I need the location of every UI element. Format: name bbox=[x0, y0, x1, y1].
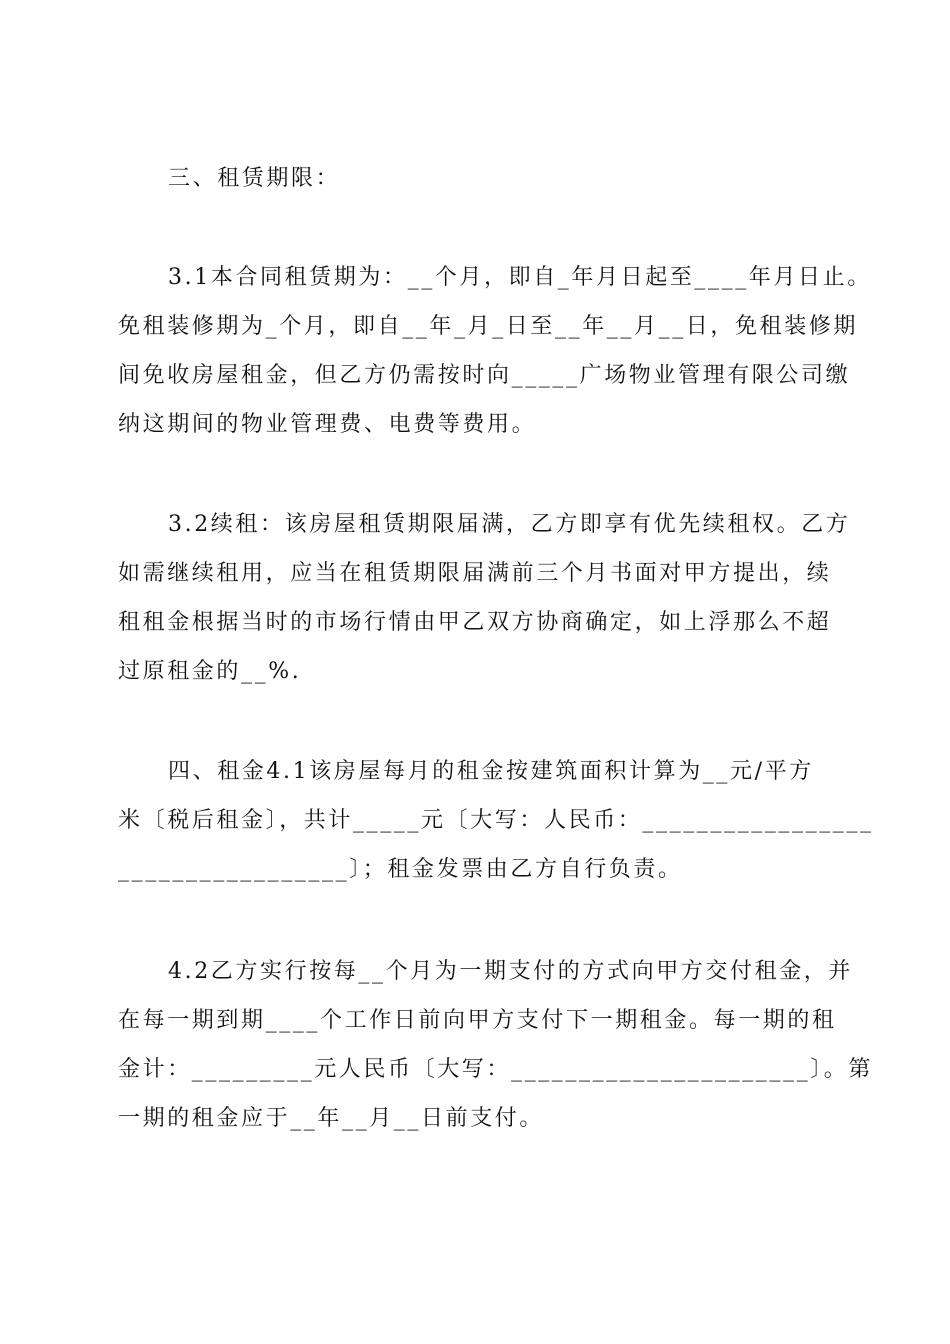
clause-4-1 bbox=[118, 747, 874, 894]
clause-line: 四、租金4.1该房屋每月的租金按建筑面积计算为__元/平方 bbox=[168, 759, 814, 784]
clause-line: 3.1本合同租赁期为：__个月，即自_年月日起至____年月日止。 bbox=[168, 265, 872, 290]
clause-line: 4.2乙方实行按每__个月为一期支付的方式向甲方交付租金，并 bbox=[168, 959, 853, 984]
clause-3-2 bbox=[118, 500, 851, 696]
clause-line: 间免收房屋租金，但乙方仍需按时向_____广场物业管理有限公司缴 bbox=[118, 363, 851, 388]
clause-line: 纳这期间的物业管理费、电费等费用。 bbox=[118, 412, 537, 437]
clause-line: 在每一期到期____个工作日前向甲方支付下一期租金。每一期的租 bbox=[118, 1008, 837, 1033]
clause-line: 金计：_________元人民币〔大写：______________________〕。第 bbox=[118, 1057, 874, 1082]
clause-3-1 bbox=[118, 253, 872, 449]
clause-line: 一期的租金应于__年__月__日前支付。 bbox=[118, 1106, 545, 1131]
section-3-heading bbox=[118, 154, 848, 203]
clause-line: _________________〕；租金发票由乙方自行负责。 bbox=[118, 857, 683, 882]
clause-line: 过原租金的__%. bbox=[118, 659, 302, 684]
clause-4-2 bbox=[118, 947, 874, 1143]
clause-line: 3.2续租：该房屋租赁期限届满，乙方即享有优先续租权。乙方 bbox=[168, 512, 851, 537]
clause-line: 租租金根据当时的市场行情由甲乙双方协商确定，如上浮那么不超 bbox=[118, 610, 832, 635]
clause-line: 如需继续租用，应当在租赁期限届满前三个月书面对甲方提出，续 bbox=[118, 561, 832, 586]
clause-line: 免租装修期为_个月，即自__年_月_日至__年__月__日，免租装修期 bbox=[118, 314, 859, 339]
heading-line: 三、租赁期限： bbox=[168, 166, 341, 191]
clause-line: 米〔税后租金〕，共计_____元〔大写：人民币：_________________ bbox=[118, 808, 874, 833]
